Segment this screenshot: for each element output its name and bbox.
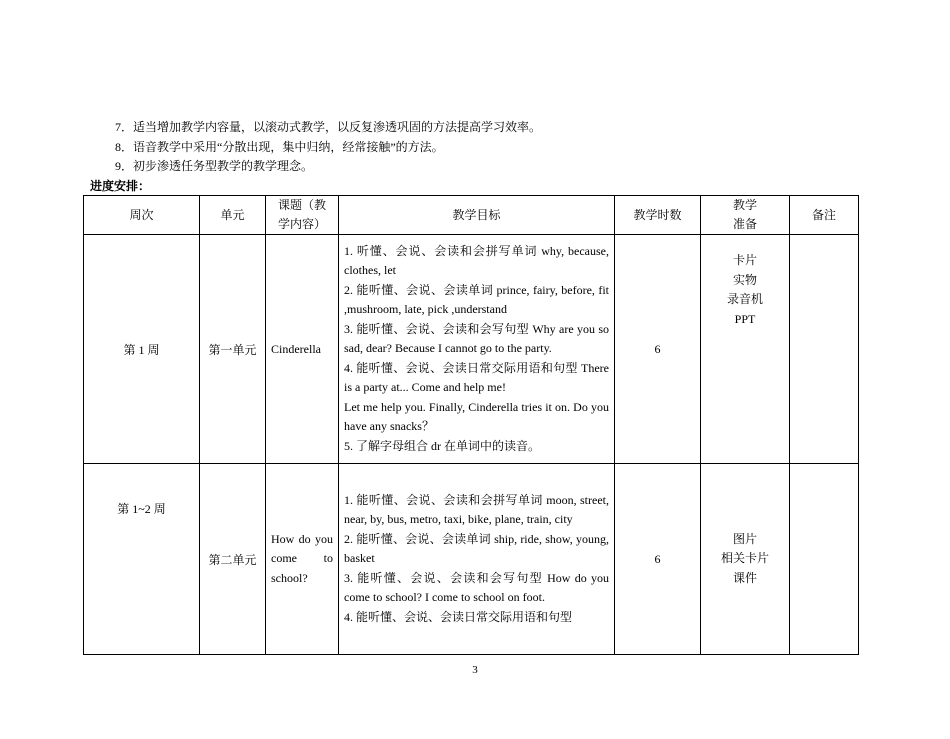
header-topic <box>266 196 339 235</box>
week-cell: 第 1 周 <box>84 235 200 464</box>
table-header-row <box>84 196 859 235</box>
goal-item: 4. 能听懂、会说、会读日常交际用语和句型 <box>344 609 573 624</box>
prep-item: 课件 <box>732 570 757 585</box>
week-cell: 第 1~2 周 <box>84 464 200 655</box>
prep-item: 图片 <box>732 531 757 546</box>
goal-item: 3. 能听懂、会说、会读和会写句型 How do you come to school? I come to school on foot. <box>344 570 609 605</box>
header-unit: 单元 <box>200 196 266 235</box>
header-goals: 教学目标 <box>339 196 615 235</box>
unit-cell: 第一单元 <box>200 235 266 464</box>
notes-list <box>115 118 541 177</box>
topic-cell: How do you come to school? <box>266 464 339 655</box>
goal-item: 2. 能听懂、会说、会读单词 ship, ride, show, young, basket <box>344 531 609 566</box>
schedule-table <box>83 195 859 655</box>
header-hours: 教学时数 <box>615 196 701 235</box>
page-number: 3 <box>472 664 478 676</box>
note-item: 7．适当增加教学内容量，以滚动式教学，以反复渗透巩固的方法提高学习效率。 <box>115 120 542 134</box>
table-row <box>84 464 859 655</box>
goal-item: 3. 能听懂、会说、会读和会写句型 Why are you so sad, dear? Because I cannot go to the party. <box>344 321 609 356</box>
note-item: 9．初步渗透任务型教学的教学理念。 <box>115 159 314 173</box>
header-prep <box>701 196 790 235</box>
unit-cell: 第二单元 <box>200 464 266 655</box>
prep-item: 卡片 <box>732 253 757 267</box>
prep-item: 相关卡片 <box>720 551 769 566</box>
goal-item: 2. 能听懂、会说、会读单词 prince, fairy, before, fit ,mushroom, late, pick ,understand <box>344 282 609 317</box>
prep-item: PPT <box>734 311 756 326</box>
prep-cell <box>701 235 790 464</box>
prep-item: 实物 <box>732 272 757 287</box>
header-remarks: 备注 <box>790 196 859 235</box>
header-week: 周次 <box>84 196 200 235</box>
section-title: 进度安排： <box>90 179 151 193</box>
goal-item: Let me help you. Finally, Cinderella tries it on. Do you have any snacks？ <box>344 399 609 434</box>
header-topic-line2: 学内容） <box>277 217 326 231</box>
goal-item: 5. 了解字母组合 dr 在单词中的读音。 <box>344 438 540 453</box>
note-item: 8．语音教学中采用“分散出现，集中归纳，经常接触”的方法。 <box>115 139 444 154</box>
goal-item: 4. 能听懂、会说、会读日常交际用语和句型 There is a party at... Come and help me! <box>344 360 609 395</box>
header-prep-line1: 教学 <box>732 198 757 212</box>
remarks-cell <box>790 464 859 655</box>
hours-cell: 6 <box>615 464 701 655</box>
topic-cell: Cinderella <box>266 235 339 464</box>
prep-item: 录音机 <box>726 292 763 306</box>
goals-cell <box>339 235 615 464</box>
goal-item: 1. 能听懂、会说、会读和会拼写单词 moon, street, near, by, bus, metro, taxi, bike, plane, train, city <box>344 492 609 527</box>
remarks-cell <box>790 235 859 464</box>
prep-cell <box>701 464 790 655</box>
header-topic-line1: 课题（教 <box>277 198 326 212</box>
goals-cell <box>339 464 615 655</box>
table-row <box>84 235 859 464</box>
header-prep-line2: 准备 <box>732 217 757 231</box>
goal-item: 1. 听懂、会说、会读和会拼写单词 why, because, clothes, let <box>344 243 609 278</box>
hours-cell: 6 <box>615 235 701 464</box>
